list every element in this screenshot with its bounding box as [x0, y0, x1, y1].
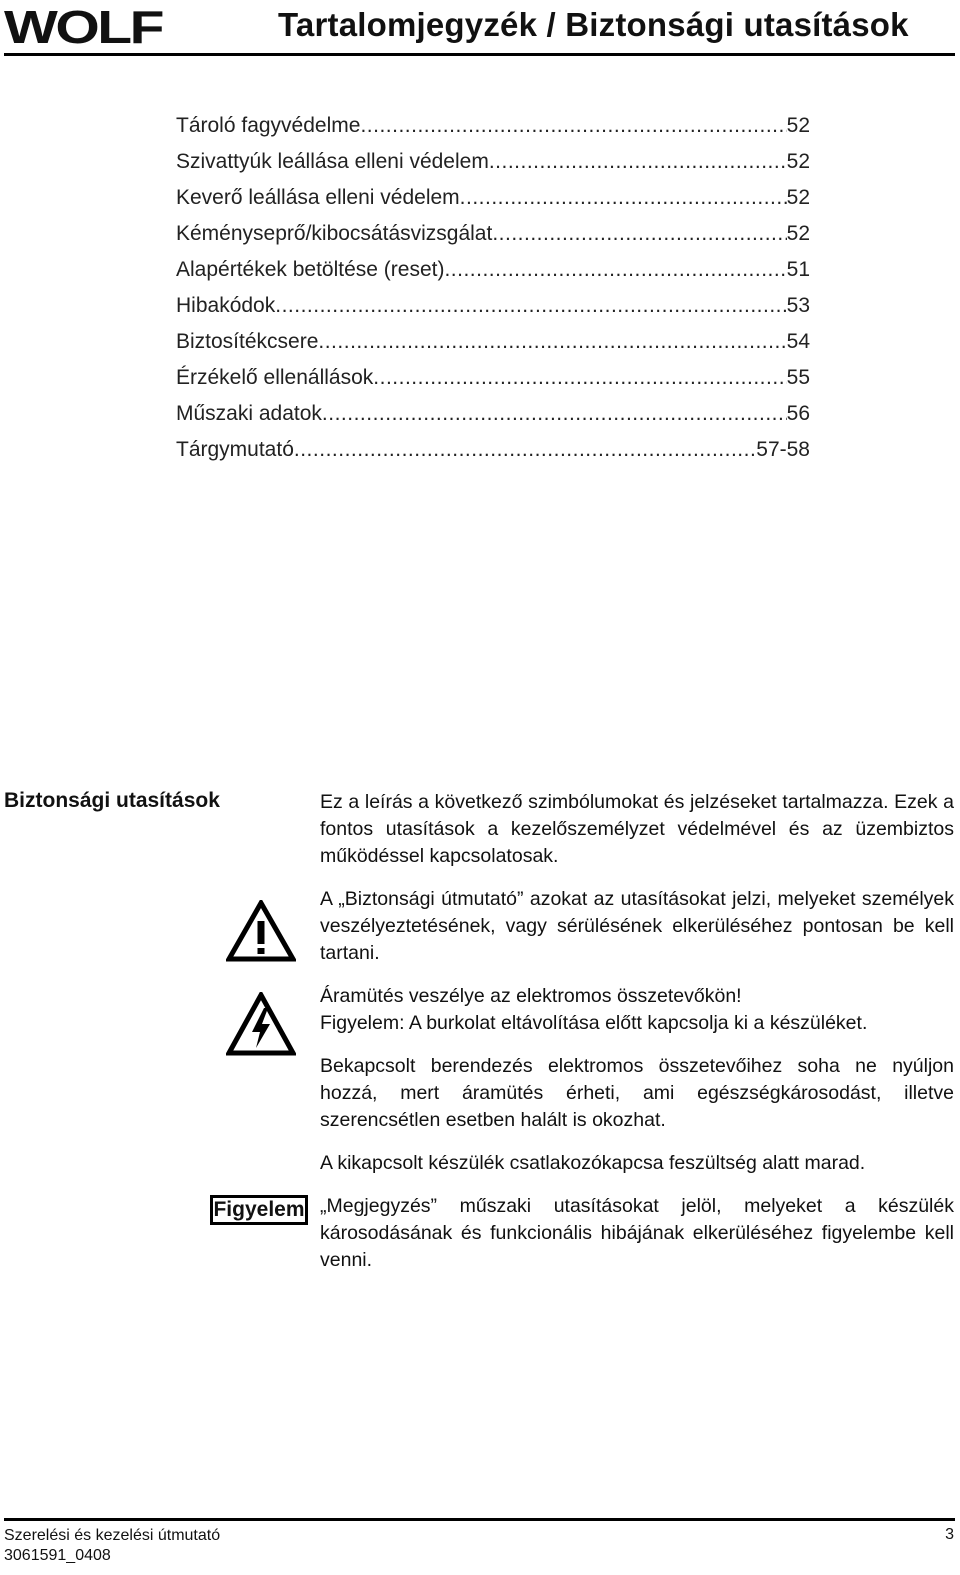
intro-paragraph: Ez a leírás a következő szimbólumokat és jelzéseket tartalmazza. Ezek a fontos utasítások a kezelőszemélyzet védelmével és az üzembiztos működéssel kapcsolatosak. — [320, 791, 954, 867]
shock-line-1: Áramütés veszélye az elektromos összetevőkön! — [320, 985, 742, 1007]
toc-item-page: 55 — [786, 366, 810, 389]
toc-item-label: Biztosítékcsere — [176, 330, 319, 353]
warning-triangle-icon — [226, 900, 296, 962]
page-number: 3 — [945, 1526, 954, 1543]
toc-leader — [492, 222, 786, 246]
table-of-contents — [176, 108, 816, 468]
toc-item — [176, 216, 810, 252]
toc-item — [176, 252, 810, 288]
toc-item-page: 52 — [786, 222, 810, 245]
toc-item-label: Alapértékek betöltése (reset) — [176, 258, 445, 281]
footer-doc-title: Szerelési és kezelési útmutató — [4, 1527, 221, 1544]
toc-item-label: Hibakódok — [176, 294, 276, 317]
toc-leader — [322, 402, 787, 426]
footer-doc-info — [4, 1526, 220, 1566]
no-touch-paragraph: Bekapcsolt berendezés elektromos összetevőihez soha ne nyúljon hozzá, mert áramütés érheti, ami egészségkárosodást, illetve szerencsétlen esetben halált is okozhat. — [320, 1055, 954, 1131]
toc-leader — [460, 186, 787, 210]
toc-item-label: Tárgymutató — [176, 438, 294, 461]
footer-divider — [4, 1518, 955, 1521]
toc-item-label: Keverő leállása elleni védelem — [176, 186, 460, 209]
toc-item-label: Szivattyúk leállása elleni védelem — [176, 150, 489, 173]
terminal-paragraph: A kikapcsolt készülék csatlakozókapcsa feszültség alatt marad. — [320, 1152, 866, 1174]
toc-item-page: 51 — [786, 258, 810, 281]
header-divider — [4, 53, 955, 56]
toc-leader — [294, 438, 756, 462]
toc-item — [176, 144, 810, 180]
notice-paragraph: „Megjegyzés” műszaki utasításokat jelöl, melyeket a készülék károsodásának és funkcionális hibájának elkerüléséhez figyelembe kell venni. — [320, 1195, 954, 1271]
toc-item-page: 56 — [786, 402, 810, 425]
toc-item-page: 54 — [786, 330, 810, 353]
toc-item — [176, 324, 810, 360]
toc-item-page: 53 — [786, 294, 810, 317]
toc-item — [176, 360, 810, 396]
toc-item-page: 52 — [786, 114, 810, 137]
toc-leader — [373, 366, 786, 390]
footer-doc-code: 3061591_0408 — [4, 1547, 111, 1564]
electric-shock-icon — [226, 992, 296, 1056]
shock-warning-paragraph — [320, 983, 954, 1037]
toc-item-label: Tároló fagyvédelme — [176, 114, 361, 137]
toc-item — [176, 432, 810, 468]
toc-item — [176, 108, 810, 144]
section-heading: Biztonsági utasítások — [4, 789, 220, 812]
toc-item — [176, 180, 810, 216]
toc-leader — [360, 114, 786, 138]
toc-item-page: 57-58 — [756, 438, 810, 461]
toc-item — [176, 288, 810, 324]
toc-item-page: 52 — [786, 150, 810, 173]
notice-label-box: Figyelem — [210, 1195, 308, 1225]
toc-item — [176, 396, 810, 432]
toc-leader — [318, 330, 786, 354]
page-title: Tartalomjegyzék / Biztonsági utasítások — [278, 6, 909, 43]
wolf-logo — [4, 3, 164, 50]
safety-body — [320, 789, 954, 1290]
toc-item-label: Érzékelő ellenállások — [176, 366, 374, 389]
toc-leader — [489, 150, 787, 174]
toc-leader — [275, 294, 786, 318]
shock-line-2: Figyelem: A burkolat eltávolítása előtt kapcsolja ki a készüléket. — [320, 1012, 868, 1034]
svg-text:WOLF: WOLF — [4, 3, 164, 50]
safety-guide-paragraph: A „Biztonsági útmutató” azokat az utasításokat jelzi, melyeket személyek veszélyeztetésének, vagy sérülésének elkerüléséhez pontosan be kell tartani. — [320, 888, 954, 964]
toc-item-page: 52 — [786, 186, 810, 209]
toc-item-label: Műszaki adatok — [176, 402, 322, 425]
toc-item-label: Kéményseprő/kibocsátásvizsgálat — [176, 222, 493, 245]
toc-leader — [444, 258, 786, 282]
